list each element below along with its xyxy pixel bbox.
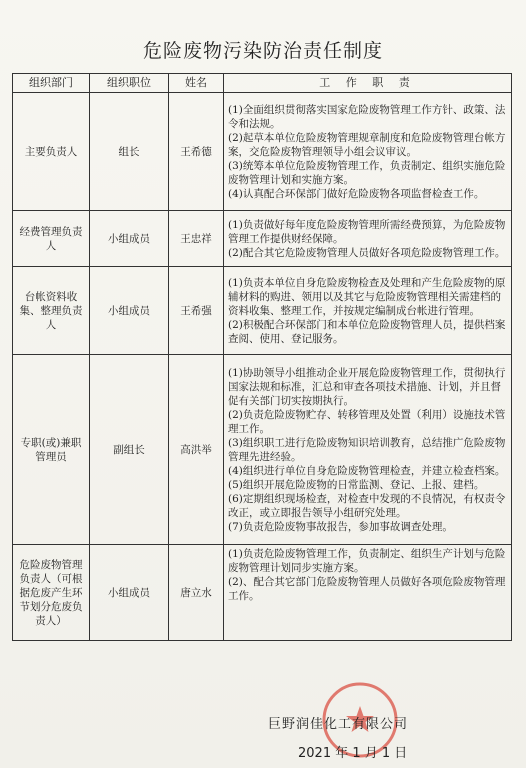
duty-line: (3)统筹本单位危险废物管理工作，负责制定、组织实施危险废物管理计划和实施方案。: [228, 159, 506, 186]
row-duties: [224, 267, 512, 355]
duty-line: (2)、配合其它部门危险废物管理人员做好各项危险废物管理工作。: [228, 576, 506, 602]
duty-line: (7)负责危险废物事故报告，参加事故调查处理。: [228, 520, 453, 533]
duty-line: (1)负责本单位自身危险废物检查及处理和产生危险废物的原辅材料的购进、领用以及其它与危险废物管理相关需建档的资料收集、整理工作，并按规定编制成台帐进行管理。: [228, 276, 506, 317]
row-name: 王希德: [169, 93, 224, 211]
header-duty-label: 工 作 职 责: [319, 76, 416, 89]
row-duties: [224, 211, 512, 267]
document-title: 危险废物污染防治责任制度: [142, 40, 383, 62]
duty-line: (1)负责做好每年度危险废物管理所需经费预算，为危险废物管理工作提供财经保障。: [228, 218, 506, 245]
row-position: 小组成员: [90, 267, 169, 355]
duty-line: (1)协助领导小组推动企业开展危险废物管理工作，贯彻执行国家法规和标准，汇总和审查各项技术措施、计划，并且督促有关部门切实按期执行。: [228, 366, 506, 407]
row-dept: 危险废物管理负责人（可根据危废产生环节划分危废负责人）: [13, 545, 90, 641]
table-row: [13, 211, 512, 267]
duty-line: (2)负责危险废物贮存、转移管理及处置（利用）设施技术管理工作。: [228, 408, 506, 435]
header-name: 姓名: [169, 74, 224, 93]
row-duties: [224, 93, 512, 211]
row-duties: [224, 545, 512, 641]
table-row: [13, 355, 512, 545]
footer-company: 巨野润佳化工有限公司: [268, 717, 409, 732]
duty-line: (2)配合其它危险废物管理人员做好各项危险废物管理工作。: [228, 246, 506, 259]
row-dept: 台帐资料收集、整理负责人: [13, 267, 90, 355]
row-name: 王忠祥: [169, 211, 224, 267]
table-row: [13, 267, 512, 355]
row-position: 小组成员: [90, 211, 169, 267]
duty-line: (5)组织开展危险废物的日常监测、登记、上报、建档。: [228, 478, 485, 491]
header-position: 组织职位: [90, 74, 169, 93]
duty-line: (3)组织职工进行危险废物知识培训教育，总结推广危险废物管理先进经验。: [228, 436, 506, 463]
row-dept: 专职(或)兼职管理员: [13, 355, 90, 545]
row-name: 王希强: [169, 267, 224, 355]
duty-line: (1)负责危险废物管理工作，负责制定、组织生产计划与危险废物管理计划同步实施方案。: [228, 548, 506, 574]
header-duty: [224, 74, 512, 93]
responsibility-table: [12, 73, 512, 641]
row-name: 唐立水: [169, 545, 224, 641]
duty-line: (4)认真配合环保部门做好危险废物各项监督检查工作。: [228, 187, 485, 200]
header-dept: 组织部门: [13, 74, 90, 93]
row-name: 高洪举: [169, 355, 224, 545]
row-position: 小组成员: [90, 545, 169, 641]
duty-line: (2)积极配合环保部门和本单位危险废物管理人员，提供档案查阅、使用、登记服务。: [228, 318, 506, 345]
duty-line: (2)起草本单位危险废物管理规章制度和危险废物管理台帐方案，交危险废物管理领导小组会议审议。: [228, 131, 506, 158]
row-position: 组长: [90, 93, 169, 211]
row-position: 副组长: [90, 355, 169, 545]
row-dept: 主要负责人: [13, 93, 90, 211]
row-duties: [224, 355, 512, 545]
duty-line: (1)全面组织贯彻落实国家危险废物管理工作方针、政策、法令和法规。: [228, 103, 506, 130]
table-row: [13, 93, 512, 211]
duty-line: (4)组织进行单位自身危险废物管理检查，并建立检查档案。: [228, 464, 506, 477]
table-header-row: [13, 74, 512, 93]
table-row: [13, 545, 512, 641]
row-dept: 经费管理负责人: [13, 211, 90, 267]
duty-line: (6)定期组织现场检查，对检查中发现的不良情况，有权责令改正，或立即报告领导小组研究处理。: [228, 492, 506, 519]
footer-date: 2021 年 1 月 1 日: [298, 746, 408, 761]
